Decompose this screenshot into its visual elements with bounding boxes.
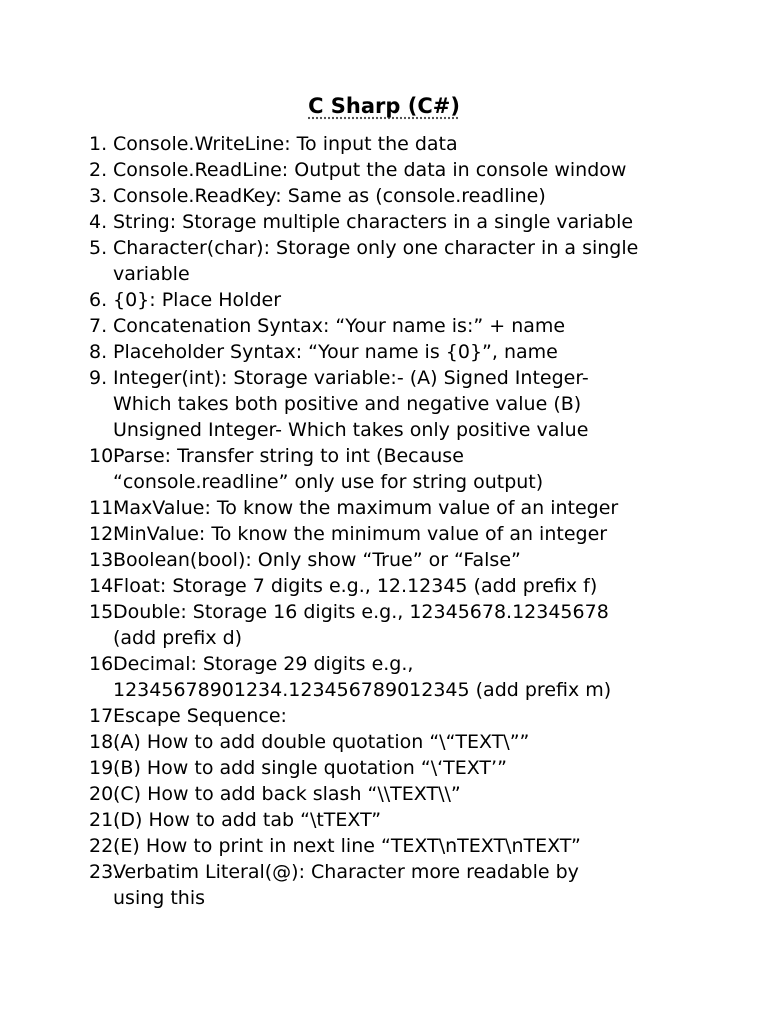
- list-item: [89, 859, 689, 911]
- list-item: [89, 651, 689, 703]
- list-item-text: Unsigned Integer- Which takes only positive value: [113, 419, 589, 441]
- list-item: [89, 703, 689, 729]
- list-item-text: Console.WriteLine: To input the data: [113, 133, 458, 155]
- list-item-number: 9.: [89, 367, 108, 389]
- list-item-text: “console.readline” only use for string output): [113, 471, 544, 493]
- list-item-number: 10.: [89, 445, 120, 467]
- list-item: [89, 235, 689, 287]
- list-item-text: Console.ReadKey: Same as (console.readline): [113, 185, 546, 207]
- list-item-number: 14.: [89, 575, 120, 597]
- list-item-text: (C) How to add back slash “\\TEXT\\”: [113, 783, 461, 805]
- list-item-text: Escape Sequence:: [113, 705, 287, 727]
- list-item: [89, 443, 689, 495]
- list-item-text: (E) How to print in next line “TEXT\nTEXT\nTEXT”: [113, 835, 581, 857]
- list-item-number: 6.: [89, 289, 108, 311]
- list-item-text: (A) How to add double quotation “\“TEXT\””: [113, 731, 530, 753]
- list-item-text: Character(char): Storage only one character in a single: [113, 237, 639, 259]
- list-item-number: 12.: [89, 523, 120, 545]
- list-item-text: using this: [113, 887, 206, 909]
- list-item: [89, 573, 689, 599]
- list-item-number: 18.: [89, 731, 120, 753]
- list-item: [89, 339, 689, 365]
- list-item-text: Concatenation Syntax: “Your name is:” + name: [113, 315, 566, 337]
- list-item-number: 11.: [89, 497, 120, 519]
- list-item: [89, 599, 689, 651]
- list-item: [89, 833, 689, 859]
- list-item-text: Decimal: Storage 29 digits e.g.,: [113, 653, 414, 675]
- list-item-number: 8.: [89, 341, 108, 363]
- list-item: [89, 313, 689, 339]
- list-item: [89, 807, 689, 833]
- list-item-number: 16.: [89, 653, 120, 675]
- list-item-text: Integer(int): Storage variable:- (A) Signed Integer-: [113, 367, 589, 389]
- list-item-text: 12345678901234.123456789012345 (add prefix m): [113, 679, 612, 701]
- list-item-number: 20.: [89, 783, 120, 805]
- list-item-text: String: Storage multiple characters in a single variable: [113, 211, 634, 233]
- list-item-number: 23.: [89, 861, 120, 883]
- list-item: [89, 729, 689, 755]
- list-item-text: Boolean(bool): Only show “True” or “False”: [113, 549, 521, 571]
- list-item: [89, 755, 689, 781]
- list-item: [89, 209, 689, 235]
- list-item-number: 13.: [89, 549, 120, 571]
- list-item-number: 19.: [89, 757, 120, 779]
- list-item-number: 2.: [89, 159, 108, 181]
- list-item-text: {0}: Place Holder: [113, 289, 282, 311]
- list-item-text: Float: Storage 7 digits e.g., 12.12345 (add prefix f): [113, 575, 598, 597]
- list-item-number: 4.: [89, 211, 108, 233]
- list-item-number: 17.: [89, 705, 120, 727]
- list-item-text: (B) How to add single quotation “\‘TEXT’”: [113, 757, 507, 779]
- list-item-text: Verbatim Literal(@): Character more readable by: [113, 861, 579, 883]
- list-item-text: Double: Storage 16 digits e.g., 12345678.12345678: [113, 601, 609, 623]
- list-item-text: Which takes both positive and negative value (B): [113, 393, 582, 415]
- list-item: [89, 183, 689, 209]
- list-item-number: 22.: [89, 835, 120, 857]
- page-title: [0, 92, 768, 120]
- list-item-number: 7.: [89, 315, 108, 337]
- list-item-number: 21.: [89, 809, 120, 831]
- list-item: [89, 495, 689, 521]
- list-item-text: Placeholder Syntax: “Your name is {0}”, name: [113, 341, 558, 363]
- list-item-text: MaxValue: To know the maximum value of an integer: [113, 497, 619, 519]
- list-item: [89, 521, 689, 547]
- list-item-number: 1.: [89, 133, 108, 155]
- list-item-text: (add prefix d): [113, 627, 243, 649]
- list-item: [89, 131, 689, 157]
- list-item-text: (D) How to add tab “\tTEXT”: [113, 809, 382, 831]
- list-item-text: Parse: Transfer string to int (Because: [113, 445, 464, 467]
- list-item-text: variable: [113, 263, 190, 285]
- list-item-number: 3.: [89, 185, 108, 207]
- list-item: [89, 547, 689, 573]
- list-item: [89, 781, 689, 807]
- list-item: [89, 365, 689, 443]
- list-item-text: MinValue: To know the minimum value of an integer: [113, 523, 608, 545]
- list-item-text: Console.ReadLine: Output the data in console window: [113, 159, 627, 181]
- list-item: [89, 287, 689, 313]
- page-title-text: C Sharp (C#): [308, 94, 460, 118]
- list-item-number: 15.: [89, 601, 120, 623]
- list-item-number: 5.: [89, 237, 108, 259]
- list-item: [89, 157, 689, 183]
- numbered-list: [89, 131, 689, 911]
